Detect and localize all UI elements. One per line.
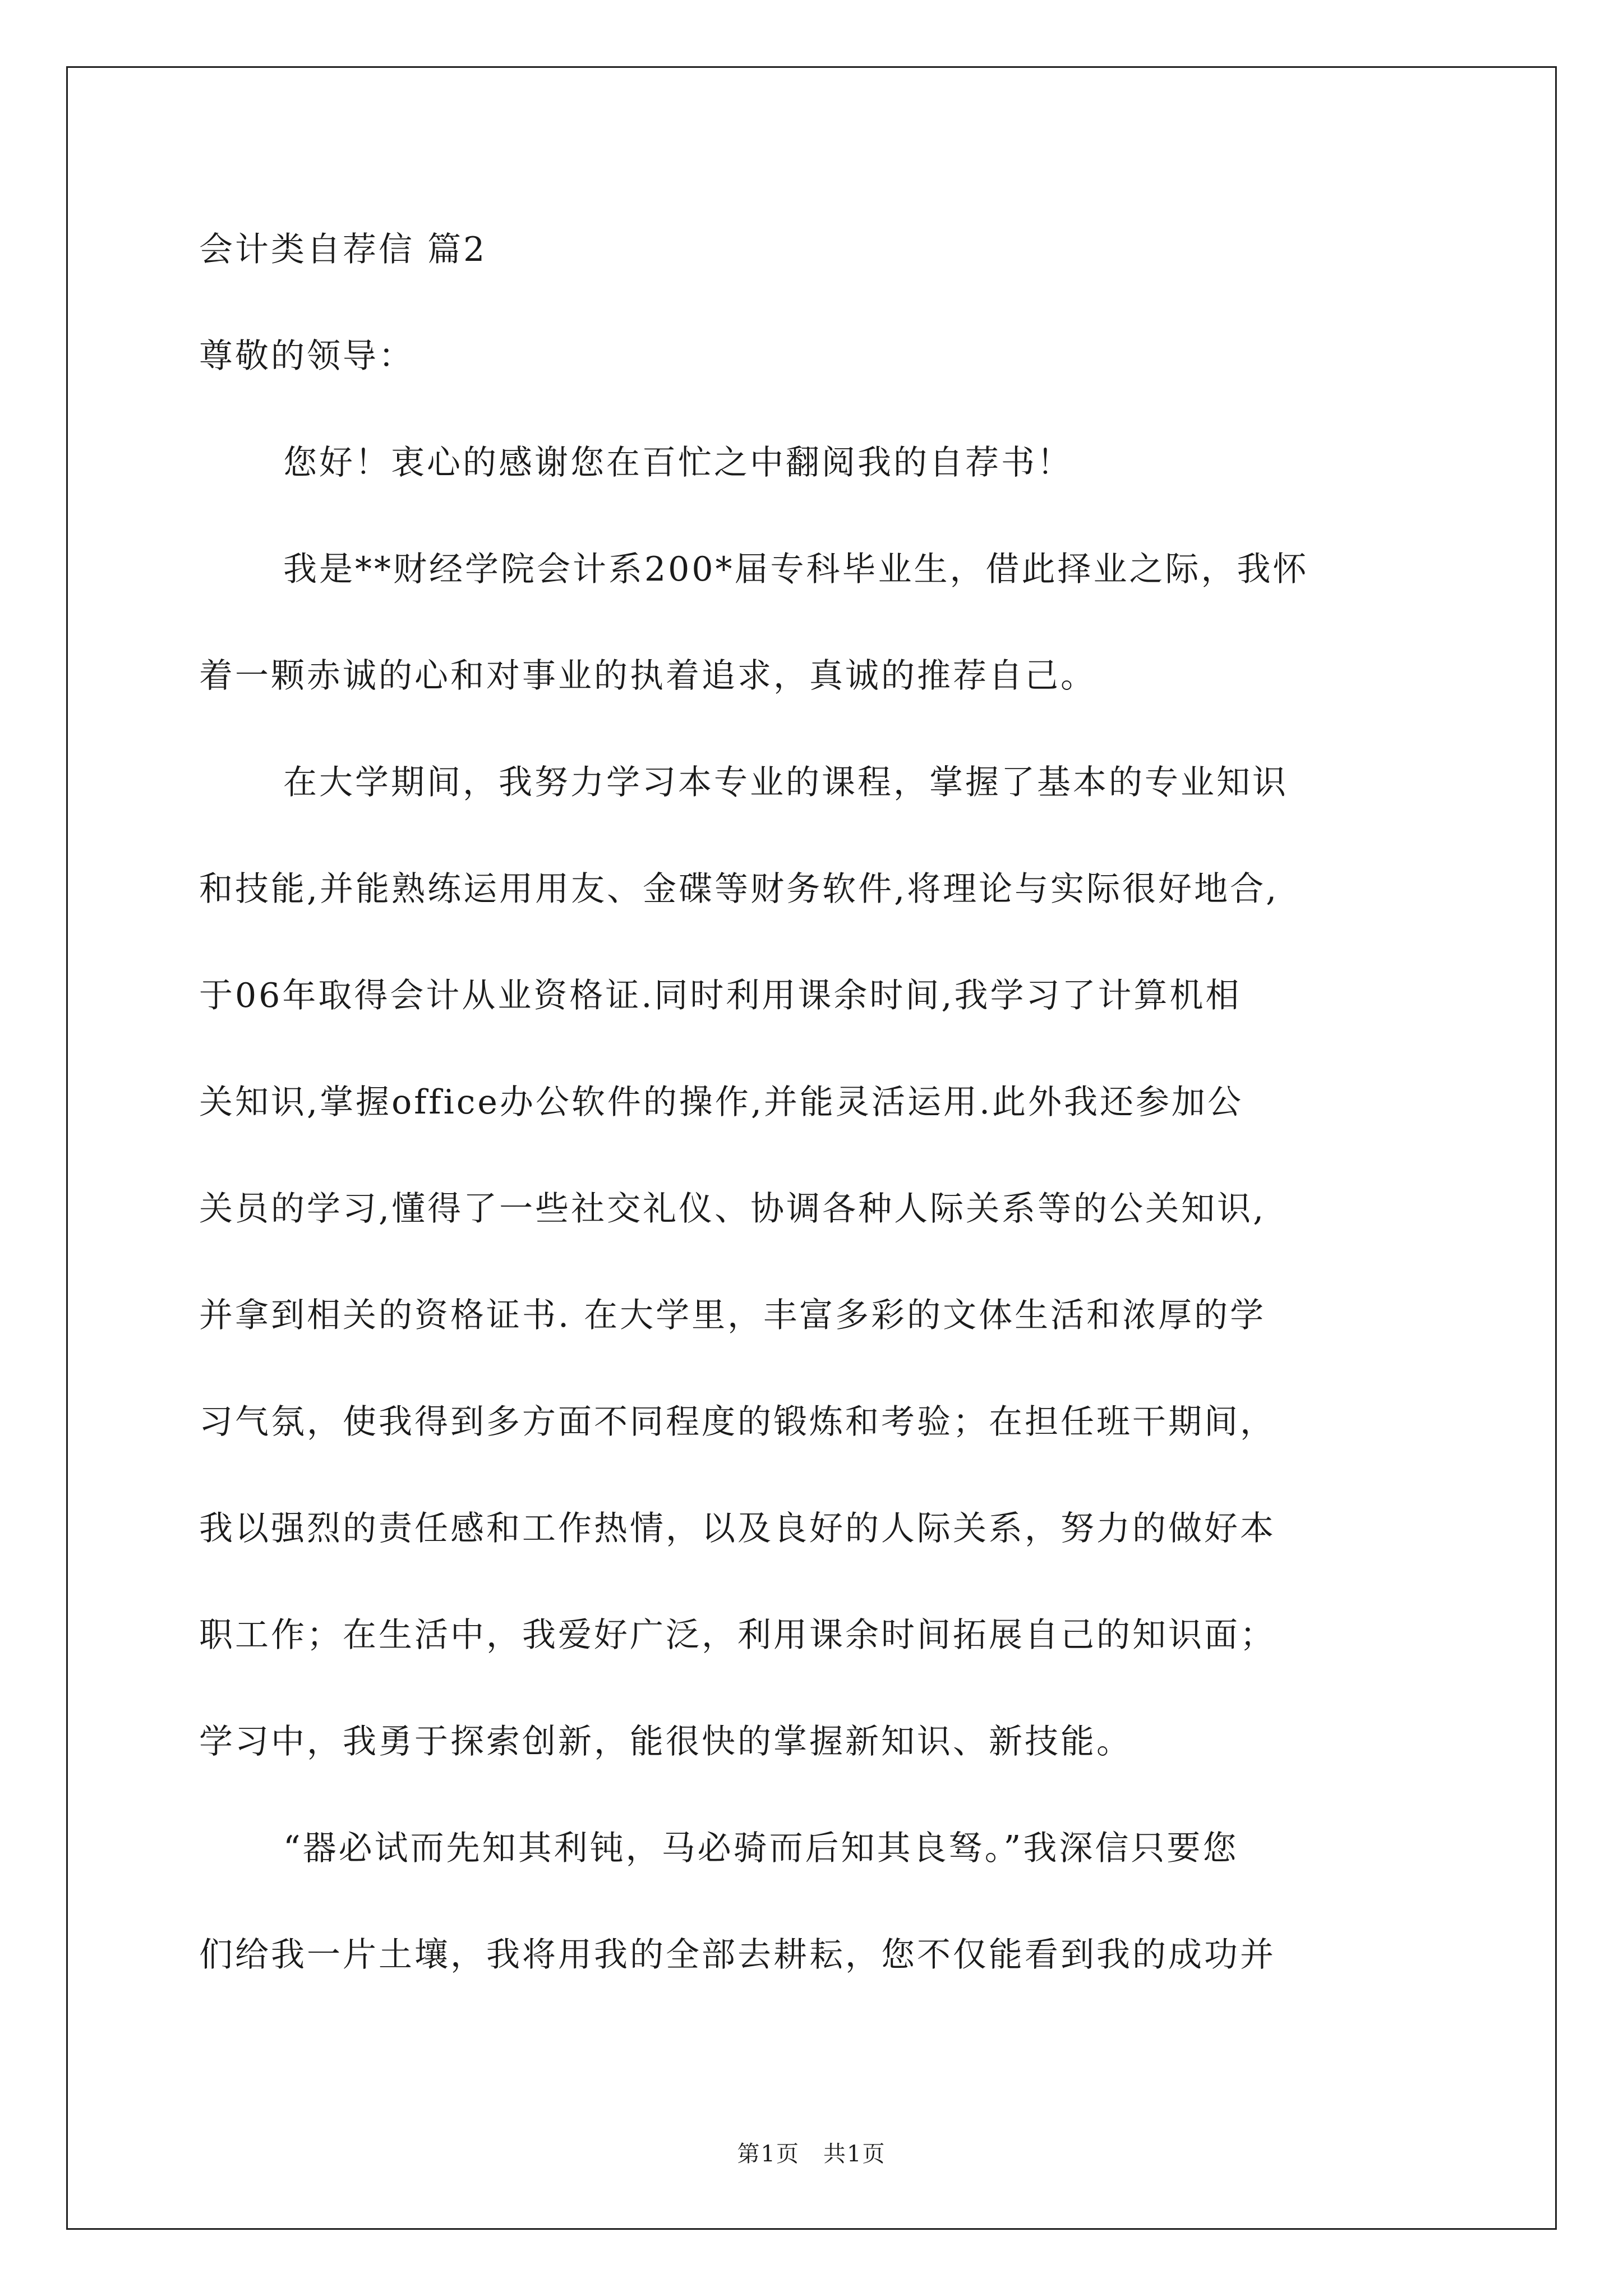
paragraph-line: 学习中，我勇于探索创新，能很快的掌握新知识、新技能。 [199, 1722, 1132, 1761]
paragraph-line: 着一颗赤诚的心和对事业的执着追求，真诚的推荐自己。 [199, 656, 1096, 696]
paragraph-line: 们给我一片土壤，我将用我的全部去耕耘，您不仅能看到我的成功并 [199, 1935, 1276, 1975]
paragraph-line: 关知识,掌握office办公软件的操作,并能灵活运用.此外我还参加公 [199, 1083, 1244, 1122]
paragraph-line: 我是**财经学院会计系200*届专科毕业生，借此择业之际，我怀 [283, 550, 1309, 589]
paragraph-line: “器必试而先知其利钝，马必骑而后知其良驽。”我深信只要您 [283, 1829, 1239, 1868]
paragraph-line: 您好！衷心的感谢您在百忙之中翻阅我的自荐书！ [283, 443, 1073, 482]
salutation: 尊敬的领导： [199, 337, 414, 376]
document-heading: 会计类自荐信 篇2 [199, 230, 487, 269]
paragraph-line: 关员的学习,懂得了一些社交礼仪、协调各种人际关系等的公关知识, [199, 1189, 1266, 1228]
paragraph-line: 于06年取得会计从业资格证.同时利用课余时间,我学习了计算机相 [199, 976, 1242, 1015]
paragraph-line: 并拿到相关的资格证书. 在大学里，丰富多彩的文体生活和浓厚的学 [199, 1296, 1266, 1335]
paragraph-line: 在大学期间，我努力学习本专业的课程，掌握了基本的专业知识 [283, 763, 1288, 802]
page-number-footer: 第1页 共1页 [737, 2141, 886, 2167]
paragraph-line: 习气氛，使我得到多方面不同程度的锻炼和考验；在担任班干期间， [199, 1402, 1276, 1442]
paragraph-line: 和技能,并能熟练运用用友、金碟等财务软件,将理论与实际很好地合, [199, 869, 1279, 909]
paragraph-line: 职工作；在生活中，我爱好广泛，利用课余时间拓展自己的知识面； [199, 1616, 1276, 1655]
page-border [66, 66, 1557, 2230]
paragraph-line: 我以强烈的责任感和工作热情，以及良好的人际关系，努力的做好本 [199, 1509, 1276, 1548]
